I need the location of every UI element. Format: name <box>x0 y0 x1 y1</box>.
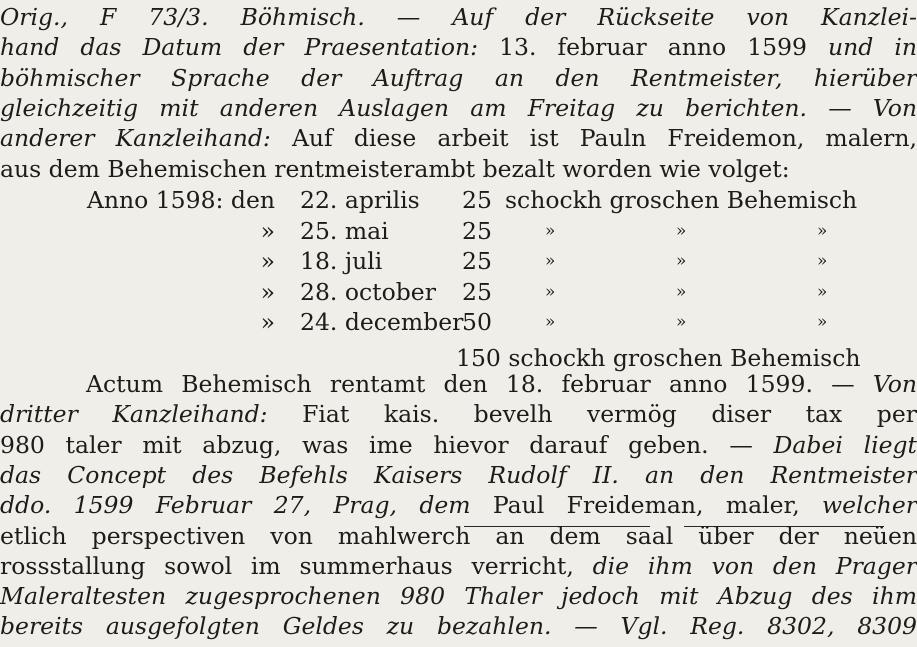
payment-lead: » <box>260 247 275 275</box>
payment-date: 24. december <box>300 308 464 336</box>
ditto-mark: » <box>676 220 687 241</box>
text-line <box>0 370 917 399</box>
text-line <box>0 582 917 611</box>
roman-span: Actum Behemisch rentamt den 18. februar anno 1599. — <box>86 370 873 398</box>
ditto-mark: » <box>676 251 687 271</box>
italic-span: Orig., F 73/3. Böhmisch. — Auf der Rückseite von Kanzlei- <box>0 3 917 31</box>
italic-span: ddo. 1599 Februar 27, Prag, dem <box>0 491 493 520</box>
table-row <box>0 186 917 215</box>
roman-span: Fiat kais. bevelh vermög diser tax per <box>302 400 917 429</box>
ditto-mark: » <box>545 281 556 302</box>
italic-span: die ihm von den Prager <box>592 551 917 580</box>
table-row <box>0 308 917 337</box>
roman-span: Paul Freideman, maler, <box>492 491 822 520</box>
text-line <box>0 612 917 641</box>
payment-amount: 25 <box>462 186 492 214</box>
text-line <box>0 400 917 429</box>
text-line <box>0 431 917 460</box>
text-line <box>0 94 917 123</box>
text-line <box>0 461 917 490</box>
text-line <box>0 155 917 184</box>
roman-span: etlich perspectiven von mahlwerch an dem saal über der neüen <box>0 521 917 550</box>
payment-amount: 25 <box>462 277 492 306</box>
table-row <box>0 278 917 307</box>
payment-date: 25. mai <box>300 216 389 245</box>
ditto-mark: » <box>545 312 556 332</box>
roman-span: 13. februar anno 1599 <box>499 33 829 62</box>
roman-span: rossstallung sowol im summerhaus verricht, <box>0 551 593 580</box>
ditto-mark: » <box>817 312 828 332</box>
ditto-mark: » <box>545 220 556 241</box>
payment-lead: » <box>260 216 275 245</box>
payment-date: 18. juli <box>300 247 383 275</box>
text-line <box>0 64 917 93</box>
ditto-mark: » <box>817 281 828 302</box>
italic-span: dritter Kanzleihand: <box>0 400 303 429</box>
text-line <box>0 552 917 581</box>
ditto-mark: » <box>817 251 828 271</box>
italic-span: hand das Datum der Praesentation: <box>0 33 500 62</box>
roman-span: Auf diese arbeit ist Pauln Freidemon, malern, <box>291 124 917 153</box>
italic-span: und in <box>828 33 917 62</box>
payment-amount: 25 <box>462 247 492 275</box>
payment-date: 22. aprilis <box>300 186 420 214</box>
payment-amount: 50 <box>462 308 492 336</box>
italic-span: böhmischer Sprache der Auftrag an den Rentmeister, hierüber <box>0 63 917 92</box>
table-row <box>0 217 917 246</box>
table-row <box>0 247 917 276</box>
payment-total: 150 schockh groschen Behemisch <box>456 344 861 372</box>
payment-lead: » <box>260 308 275 336</box>
italic-span: Maleraltesten zugesprochenen 980 Thaler jedoch mit Abzug des ihm <box>0 582 917 611</box>
italic-span: Dabei liegt <box>773 430 917 459</box>
payment-unit: schockh groschen Behemisch <box>505 186 858 214</box>
italic-span: anderer Kanzleihand: <box>0 124 292 153</box>
roman-span: 980 taler mit abzug, was ime hievor darauf geben. — <box>0 430 774 459</box>
roman-span: aus dem Behemischen rentmeisterambt bezalt worden wie volget: <box>0 154 790 183</box>
text-line <box>0 124 917 153</box>
payment-amount: 25 <box>462 216 492 245</box>
payment-lead: » <box>260 277 275 306</box>
italic-span: das Concept des Befehls Kaisers Rudolf II. an den Rentmeister <box>0 460 917 489</box>
payment-lead: Anno 1598: den <box>86 186 275 214</box>
ditto-mark: » <box>545 251 556 271</box>
italic-span: gleichzeitig mit anderen Auslagen am Freitag zu berichten. — Von <box>0 93 917 122</box>
text-line <box>0 522 917 551</box>
ditto-mark: » <box>817 220 828 241</box>
text-line <box>0 33 917 62</box>
text-line <box>0 491 917 520</box>
ditto-mark: » <box>676 281 687 302</box>
italic-span: bereits ausgefolgten Geldes zu bezahlen. — Vgl. Reg. 8302, 8309 <box>0 612 917 641</box>
text-line <box>0 3 917 32</box>
italic-span: Von <box>872 370 917 398</box>
payment-date: 28. october <box>300 277 436 306</box>
ditto-mark: » <box>676 312 687 332</box>
italic-span: welcher <box>822 491 917 520</box>
